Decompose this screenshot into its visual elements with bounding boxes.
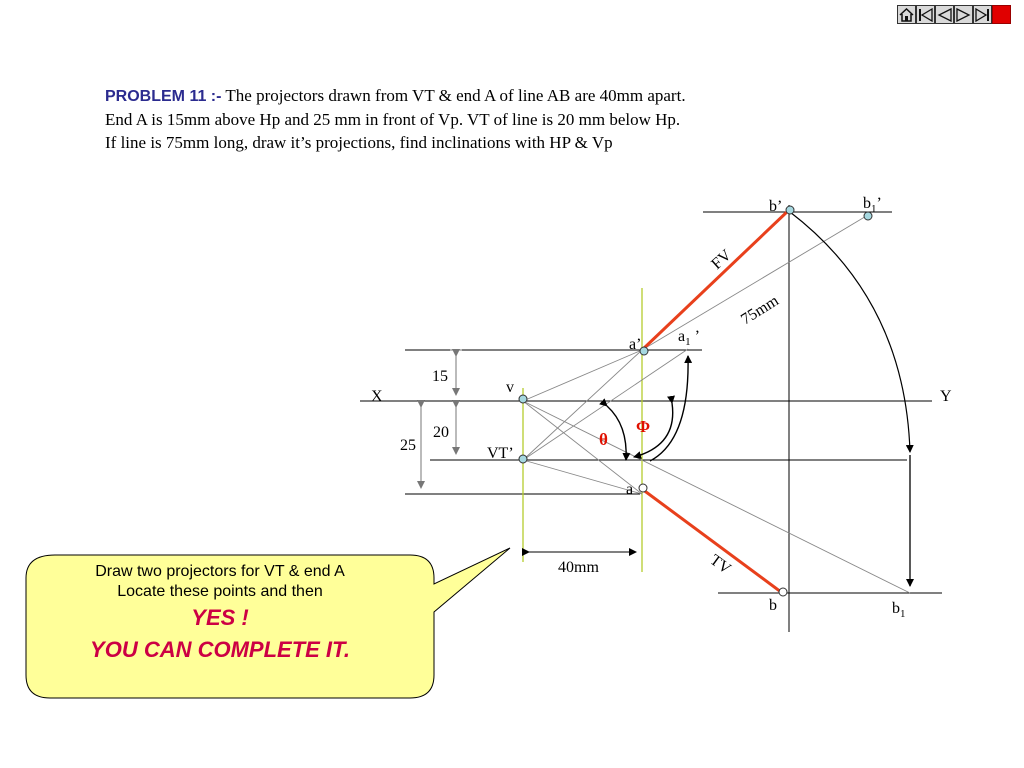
true-length-fv: [642, 215, 868, 350]
a1-swing-arc: [650, 356, 688, 461]
b1-sub: 1: [900, 608, 906, 620]
vt-to-a-line: [523, 460, 642, 494]
length-75-label: 75mm: [738, 292, 782, 329]
v-label: v: [506, 379, 514, 396]
theta-label: θ: [599, 430, 608, 449]
callout-line-3: YES !: [191, 605, 249, 630]
b-prime-label: b’: [769, 198, 783, 215]
a1-prime-main: a: [678, 328, 686, 345]
point-vt: [519, 455, 527, 463]
problem-line-1: The projectors drawn from VT & end A of line AB are 40mm apart.: [221, 86, 686, 105]
problem-title: PROBLEM 11 :-: [105, 88, 222, 105]
dim-40-label: 40mm: [558, 559, 599, 576]
tv-label: TV: [706, 551, 734, 578]
b1-prime-sub: 1: [871, 203, 877, 215]
callout-line-2: Locate these points and then: [117, 583, 323, 600]
dim-25-label: 25: [400, 437, 416, 454]
problem-line-3: If line is 75mm long, draw it’s projections, find inclinations with HP & Vp: [105, 133, 613, 152]
fv-label: FV: [708, 246, 735, 273]
v-to-a1-prime: [523, 350, 642, 401]
vt-to-a-prime: [523, 350, 642, 460]
b1-prime-main: b: [863, 195, 871, 212]
point-b: [779, 588, 787, 596]
problem-line-2: End A is 15mm above Hp and 25 mm in front of Vp. VT of line is 20 mm below Hp.: [105, 110, 681, 129]
callout-line-1: Draw two projectors for VT & end A: [95, 563, 345, 580]
x-label: X: [371, 388, 383, 405]
vt-label: VT’: [487, 445, 514, 462]
callout-line-4: YOU CAN COMPLETE IT.: [90, 637, 350, 662]
phi-label: Φ: [636, 417, 651, 436]
b1-main: b: [892, 600, 900, 617]
front-view-line: [642, 210, 789, 350]
y-label: Y: [940, 388, 952, 405]
a-prime-label: a’: [629, 336, 642, 353]
callout-text: [30, 562, 410, 666]
b-label: b: [769, 597, 777, 614]
point-b-prime: [786, 206, 794, 214]
top-view-line: [642, 489, 781, 592]
b1-prime-tick: ’: [876, 195, 882, 212]
a-label: a: [626, 481, 634, 498]
point-v: [519, 395, 527, 403]
a1-prime-label: [678, 328, 700, 348]
b1-swing-arc: [790, 212, 910, 452]
point-a: [639, 484, 647, 492]
theta-arc: [607, 406, 626, 460]
a1-prime-tick: ’: [694, 328, 700, 345]
dim-20-label: 20: [433, 424, 449, 441]
b1-label: [892, 600, 906, 620]
dim-15-label: 15: [432, 368, 448, 385]
a1-prime-sub: 1: [685, 336, 691, 348]
